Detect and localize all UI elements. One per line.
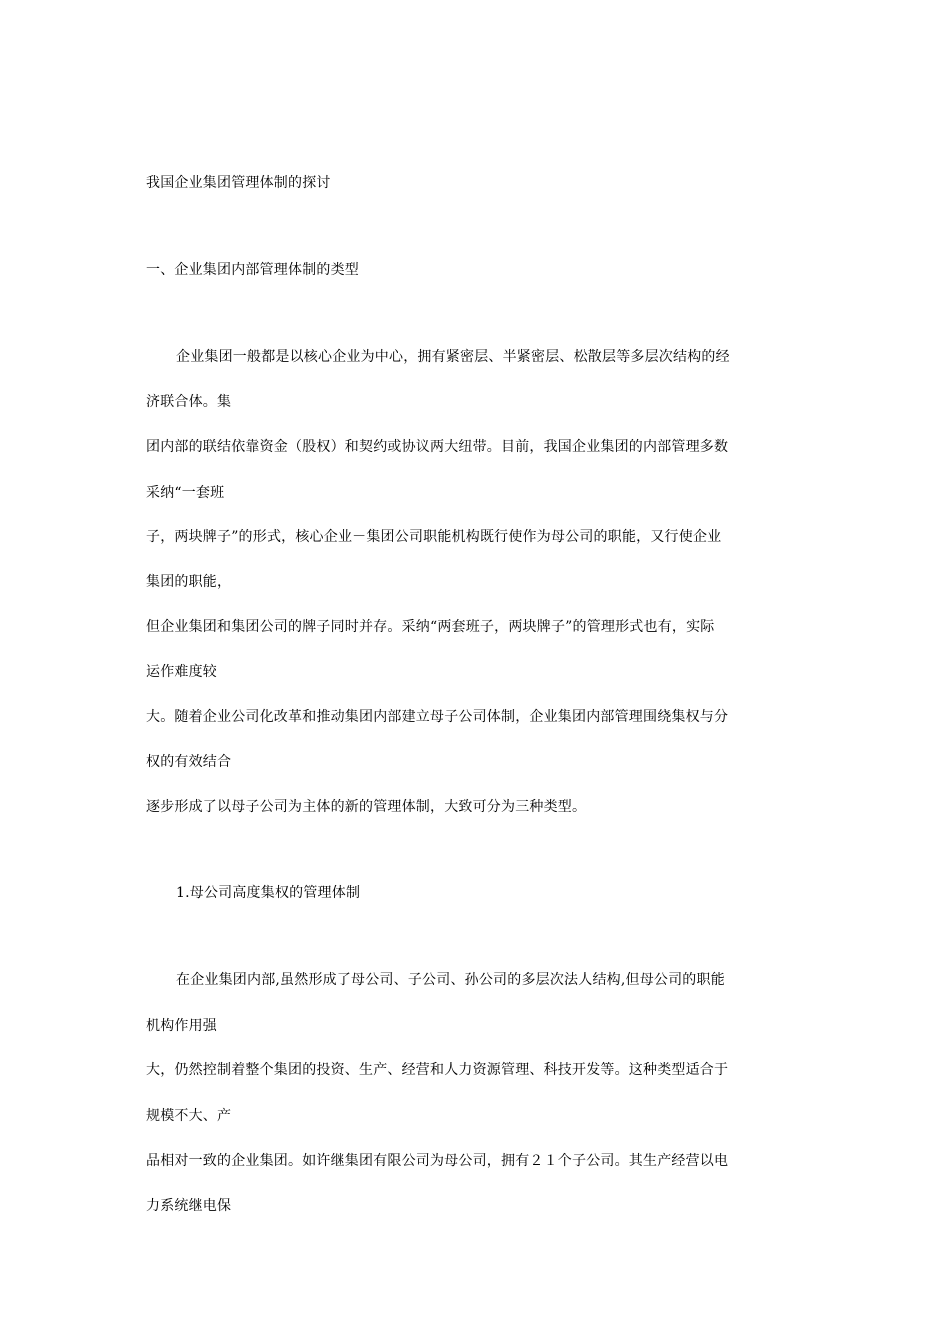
- paragraph-line: 集团的职能，: [146, 574, 232, 590]
- paragraph-line: 运作难度较: [146, 664, 217, 680]
- section-heading: 一、企业集团内部管理体制的类型: [146, 262, 359, 278]
- paragraph-line: 大。随着企业公司化改革和推动集团内部建立母子公司体制，企业集团内部管理围绕集权与分: [146, 709, 729, 725]
- paragraph-line: 但企业集团和集团公司的牌子同时并存。采纳“两套班子，两块牌子”的管理形式也有，实际: [146, 619, 715, 635]
- paragraph-line: 机构作用强: [146, 1018, 217, 1034]
- paragraph-line: 子，两块牌子”的形式，核心企业－集团公司职能机构既行使作为母公司的职能，又行使企业: [146, 529, 722, 545]
- paragraph-line: 企业集团一般都是以核心企业为中心，拥有紧密层、半紧密层、松散层等多层次结构的经: [176, 349, 730, 365]
- paragraph-line: 在企业集团内部,虽然形成了母公司、子公司、孙公司的多层次法人结构,但母公司的职能: [176, 972, 725, 988]
- subheading: 1.母公司高度集权的管理体制: [176, 885, 361, 901]
- document-title: 我国企业集团管理体制的探讨: [146, 175, 331, 191]
- paragraph-line: 规模不大、产: [146, 1108, 232, 1124]
- paragraph-line: 力系统继电保: [146, 1198, 232, 1214]
- paragraph-line: 逐步形成了以母子公司为主体的新的管理体制，大致可分为三种类型。: [146, 799, 587, 815]
- paragraph-line: 团内部的联结依靠资金（股权）和契约或协议两大纽带。目前，我国企业集团的内部管理多数: [146, 439, 729, 455]
- paragraph-line: 品相对一致的企业集团。如许继集团有限公司为母公司，拥有２１个子公司。其生产经营以电: [146, 1153, 729, 1169]
- paragraph-line: 济联合体。集: [146, 394, 232, 410]
- paragraph-line: 大，仍然控制着整个集团的投资、生产、经营和人力资源管理、科技开发等。这种类型适合于: [146, 1062, 729, 1078]
- paragraph-line: 权的有效结合: [146, 754, 232, 770]
- paragraph-line: 采纳“一套班: [146, 485, 225, 501]
